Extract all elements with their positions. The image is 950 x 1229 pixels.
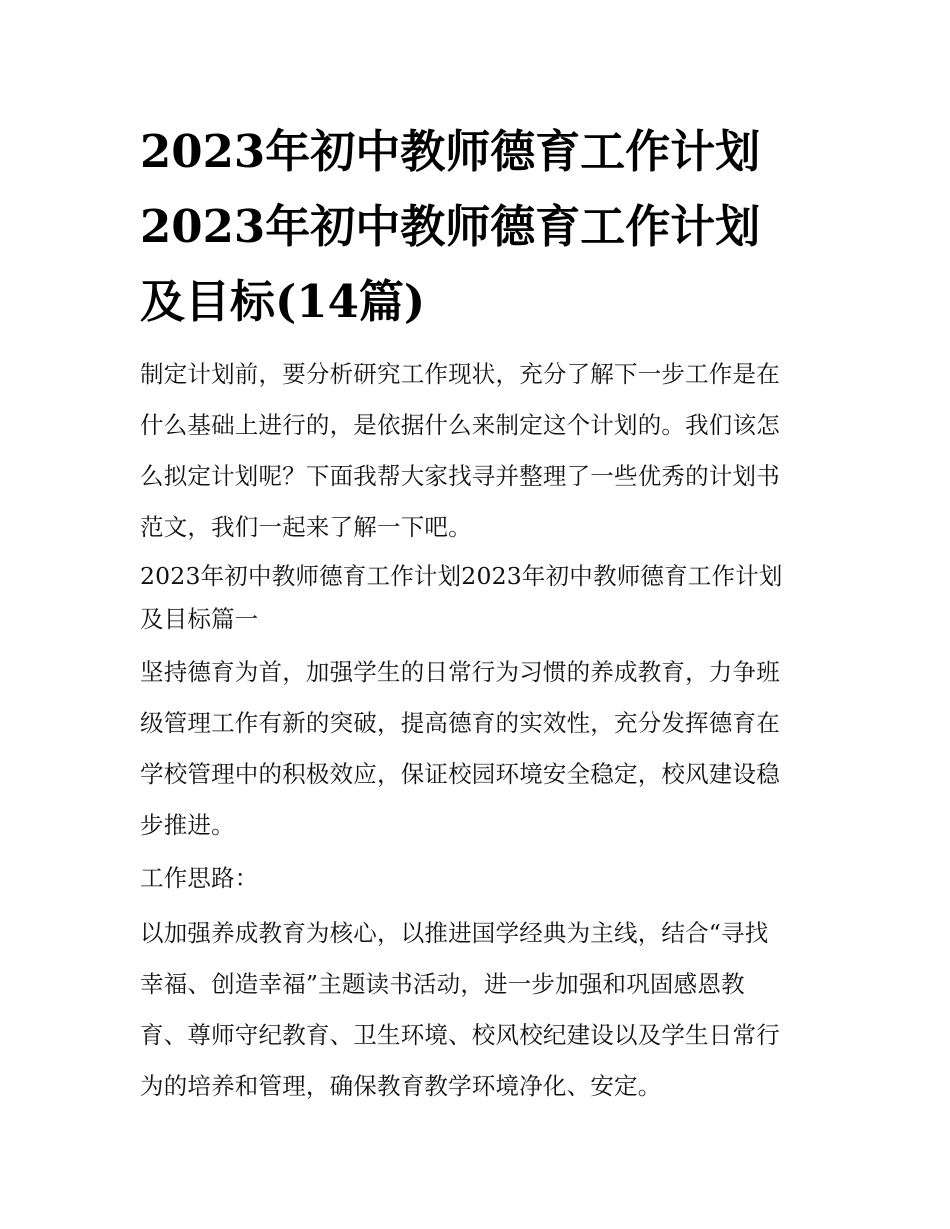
- document-title: [140, 114, 815, 339]
- body-paragraph-2: [140, 908, 815, 1112]
- text-line: 制定计划前，要分析研究工作现状，充分了解下一步工作是在: [140, 360, 780, 388]
- text-line: 步推进。: [140, 811, 235, 839]
- title-line: 2023年初中教师德育工作计划: [140, 125, 761, 178]
- text-line: 幸福、创造幸福”主题读书活动，进一步加强和巩固感恩教: [140, 970, 745, 998]
- section-heading: [140, 555, 815, 641]
- title-line: 及目标(14篇): [140, 275, 426, 328]
- text-line: 2023年初中教师德育工作计划2023年初中教师德育工作计划: [140, 562, 783, 590]
- text-line: 级管理工作有新的突破，提高德育的实效性，充分发挥德育在: [140, 709, 780, 737]
- text-line: 什么基础上进行的，是依据什么来制定这个计划的。我们该怎: [140, 411, 780, 439]
- text-line: 以加强养成教育为核心，以推进国学经典为主线，结合“寻找: [140, 919, 769, 947]
- document-page: [140, 114, 815, 1112]
- text-line: 坚持德育为首，加强学生的日常行为习惯的养成教育，力争班: [140, 658, 780, 686]
- text-line: 么拟定计划呢？下面我帮大家找寻并整理了一些优秀的计划书: [140, 462, 780, 490]
- text-line: 及目标篇一: [140, 605, 259, 633]
- text-line: 工作思路：: [140, 864, 259, 892]
- body-paragraph-1: [140, 647, 815, 851]
- text-line: 育、尊师守纪教育、卫生环境、校风校纪建设以及学生日常行: [140, 1021, 780, 1049]
- text-line: 学校管理中的积极效应，保证校园环境安全稳定，校风建设稳: [140, 760, 780, 788]
- title-line: 2023年初中教师德育工作计划: [140, 200, 761, 253]
- subheading: [140, 853, 815, 904]
- text-line: 范文，我们一起来了解一下吧。: [140, 513, 472, 541]
- intro-paragraph: [140, 349, 815, 553]
- text-line: 为的培养和管理，确保教育教学环境净化、安定。: [140, 1072, 662, 1100]
